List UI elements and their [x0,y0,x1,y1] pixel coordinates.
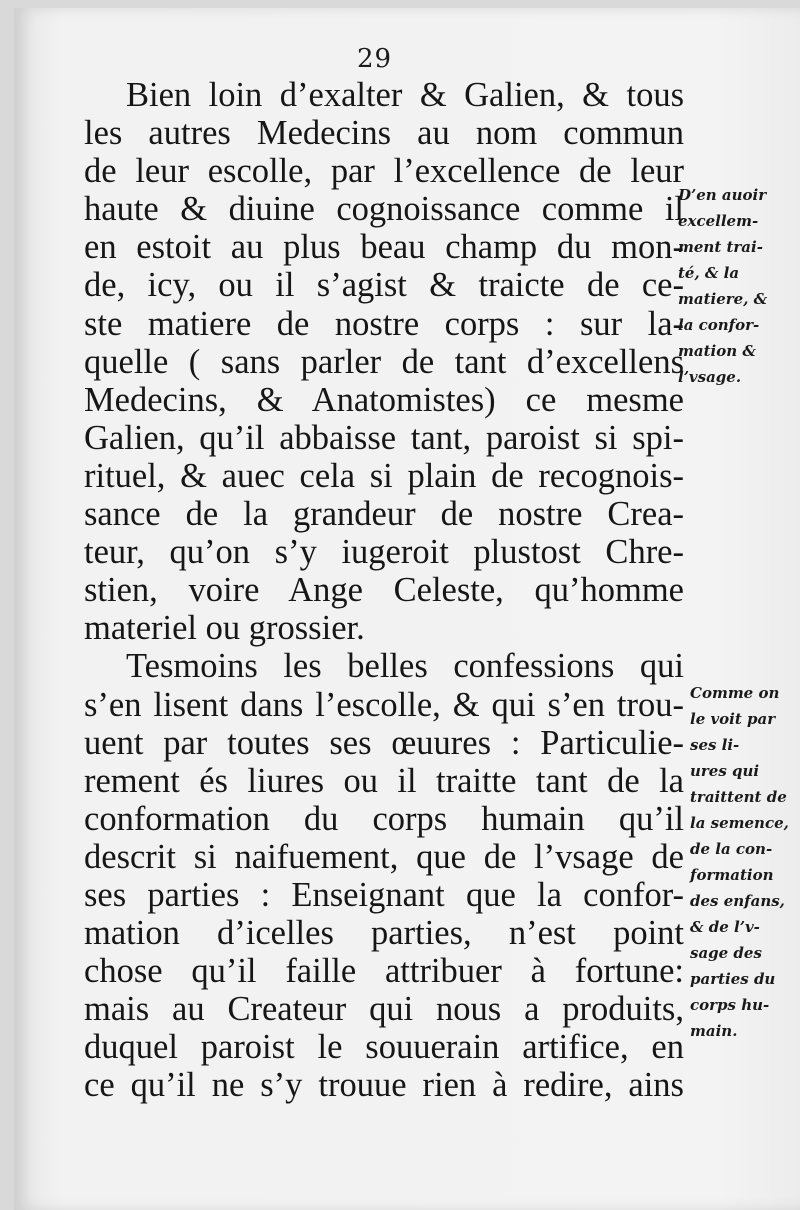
text-line: les autres Medecins au nom commun [84,114,684,153]
text-line: haute & diuine cognoissance comme il [84,190,684,229]
text-line: de leur escolle, par l’excellence de leur [84,152,684,191]
text-line: Medecins, & Anatomistes) ce mesme [84,380,684,419]
margin-note-line: parties du [690,970,776,988]
text-line: descrit si naifuement, que de l’vsage de [84,837,684,876]
text-line: uent par toutes ses œuures : Particulie- [84,723,684,762]
margin-note-line: de la con- [690,840,773,858]
margin-note-line: matiere, & [678,290,768,308]
text-line: Bien loin d’exalter & Galien, & tous [126,76,684,114]
margin-note-line: la semence, [690,814,789,832]
margin-note-line: des enfans, [690,892,785,910]
margin-note-line: sage des [690,944,762,962]
margin-note-line: main. [690,1022,738,1040]
margin-note-line: D’en auoir [678,186,767,204]
text-line: mais au Createur qui nous a produits, [84,990,684,1029]
margin-note-line: & de l’v- [690,918,760,936]
body-text [84,76,684,1105]
text-line: s’en lisent dans l’escolle, & qui s’en trou- [84,685,684,724]
text-line: ste matiere de nostre corps : sur la- [84,304,684,343]
text-line: rituel, & auec cela si plain de recognois- [84,456,684,495]
margin-note-line: traittent de [690,788,787,806]
margin-note-line: l’vsage. [678,368,742,386]
margin-note-line: corps hu- [690,996,770,1014]
text-line: mation d’icelles parties, n’est point [84,914,684,953]
page-number: 29 [357,44,393,74]
margin-note-line: mation & [678,342,756,360]
margin-note-line: formation [690,866,774,884]
book-page [14,8,800,1210]
text-line: teur, qu’on s’y iugeroit plustost Chre- [84,533,684,572]
text-line: en estoit au plus beau champ du mon- [84,228,684,267]
margin-note [678,182,767,390]
margin-note-line: té, & la [678,264,740,282]
text-line: quelle ( sans parler de tant d’excellens [84,342,684,381]
margin-note-line: le voit par [690,710,776,728]
margin-note-line: ures qui [690,762,760,780]
margin-note-line: ment trai- [678,238,763,256]
text-line: duquel paroist le souuerain artifice, en [84,1028,684,1067]
text-line: ce qu’il ne s’y trouue rien à redire, ains [84,1066,684,1105]
text-line: rement és liures ou il traitte tant de la [84,761,684,800]
margin-note-line: la confor- [678,316,760,334]
margin-note-line: excellem- [678,212,759,230]
text-line: stien, voire Ange Celeste, qu’homme [84,571,684,610]
text-line: sance de la grandeur de nostre Crea- [84,495,684,534]
text-line: conformation du corps humain qu’il [84,799,684,838]
text-line: materiel ou grossier. [84,609,365,648]
text-line: chose qu’il faille attribuer à fortune: [84,952,684,991]
margin-note [690,680,789,1044]
text-line: Tesmoins les belles confessions qui [126,647,684,686]
margin-note-line: ses li- [690,736,740,754]
text-line: ses parties : Enseignant que la confor- [84,875,684,914]
text-line: de, icy, ou il s’agist & traicte de ce- [84,266,684,305]
text-line: Galien, qu’il abbaisse tant, paroist si spi- [84,418,684,457]
margin-note-line: Comme on [690,684,780,702]
